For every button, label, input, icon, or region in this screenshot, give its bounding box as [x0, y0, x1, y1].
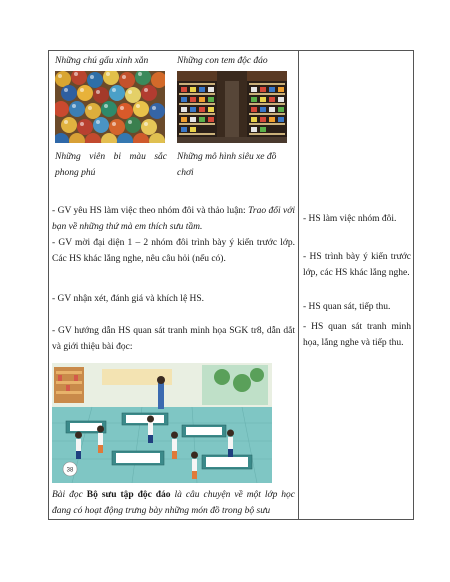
caption-stamps: Những con tem độc đáo: [177, 56, 268, 66]
teacher-feedback: - GV nhận xét, đánh giá và khích lệ HS.: [52, 294, 205, 304]
caption-marbles: Những viên bi màu sắc phong phú: [55, 152, 167, 178]
teacher-activities-column: [49, 51, 298, 519]
teacher-instruction-pair-work: - GV yêu HS làm việc theo nhóm đôi và thảo luận: Trao đổi với bạn về những thứ mà em thích sưu tầm.: [52, 206, 295, 232]
caption-teddy-bears: Những chú gấu xinh xắn: [55, 56, 149, 66]
marbles-photo: [55, 71, 165, 143]
illustration-page-number: 38: [66, 467, 74, 474]
student-observe-illustration: - HS quan sát tranh minh họa, lắng nghe và tiếp thu.: [303, 322, 411, 348]
teacher-invite-groups: - GV mời đại diện 1 – 2 nhóm đôi trình bày ý kiến trước lớp. Các HS khác lắng nghe, nêu câu hỏi (nếu có).: [52, 238, 295, 264]
student-observe: - HS quan sát, tiếp thu.: [303, 302, 391, 312]
student-activities-column: [299, 51, 415, 519]
student-present: - HS trình bày ý kiến trước lớp, các HS khác lắng nghe.: [303, 252, 411, 278]
classroom-illustration: [52, 363, 272, 483]
student-pair-work: - HS làm việc nhóm đôi.: [303, 214, 397, 224]
reading-introduction: Bài đọc Bộ sưu tập độc đáo là câu chuyện về một lớp học đang có hoạt động trưng bày những món đồ trong bộ sưu: [52, 490, 295, 516]
caption-toy-cars: Những mô hình siêu xe đồ chơi: [177, 152, 277, 178]
toy-cars-photo: [177, 71, 287, 143]
teacher-guide-illustration: - GV hướng dẫn HS quan sát tranh minh họa SGK tr8, dẫn dắt và giới thiệu bài đọc:: [52, 326, 295, 352]
lesson-table: [48, 50, 414, 520]
